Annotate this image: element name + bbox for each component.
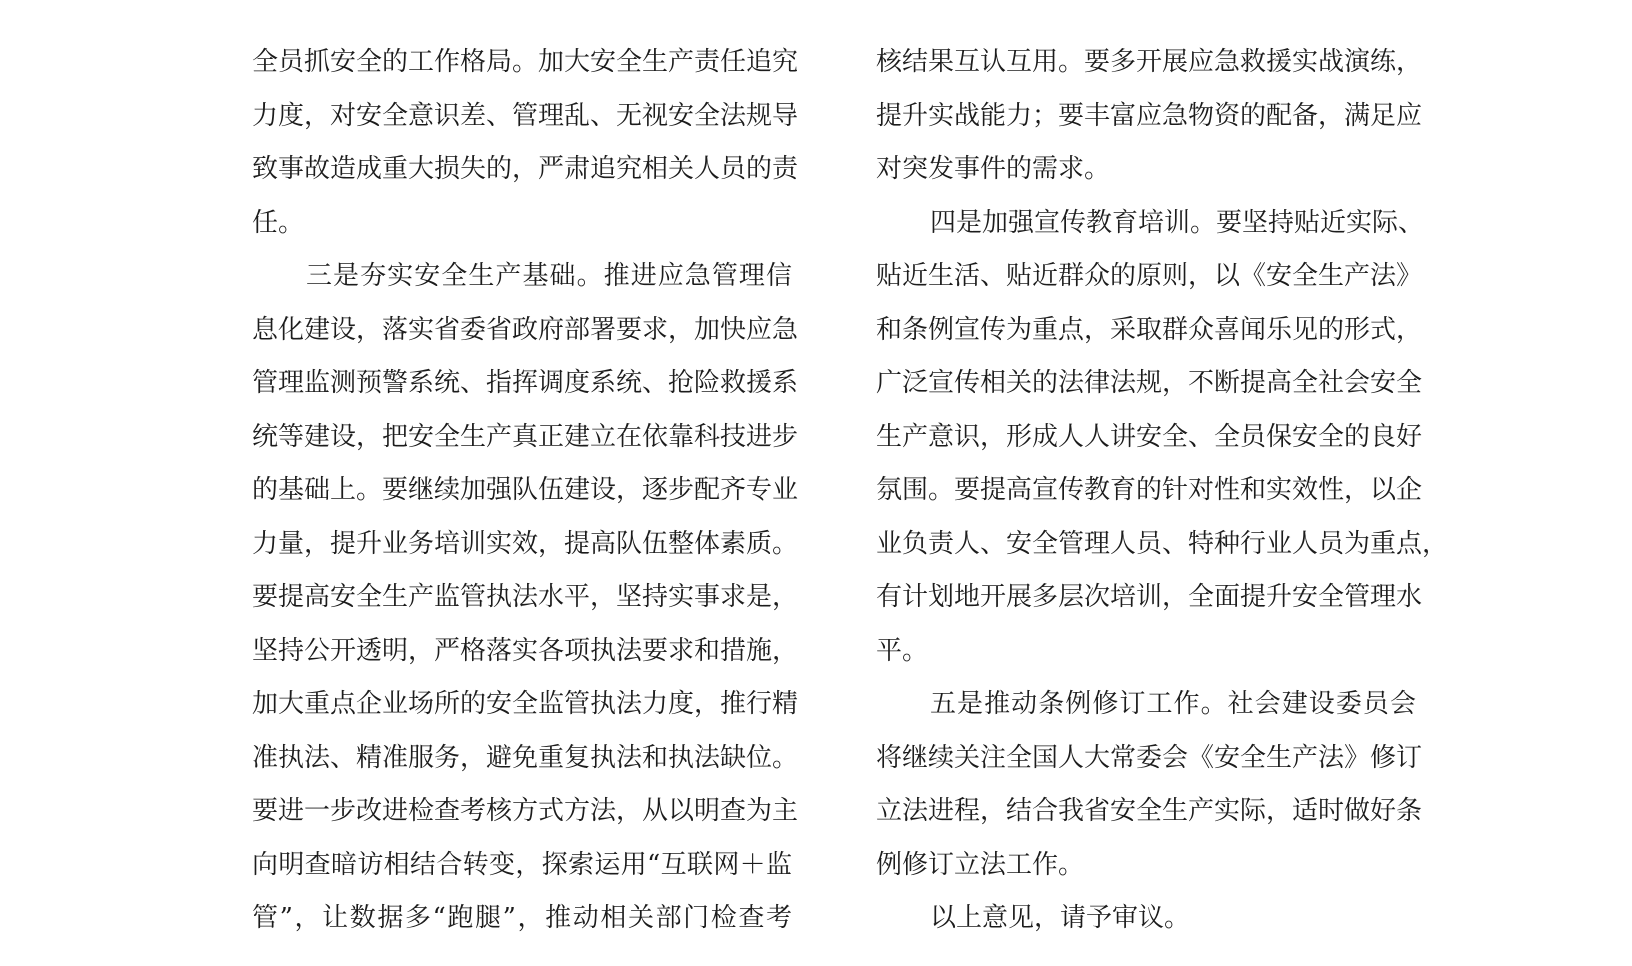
text-line: 加大重点企业场所的安全监管执法力度，推行精 [252, 689, 799, 719]
text-line: 准执法、精准服务，避免重复执法和执法缺位。 [252, 742, 799, 773]
text-line: 的基础上。要继续加强队伍建设，逐步配齐专业 [252, 475, 799, 505]
text-line: 贴近生活、贴近群众的原则，以《安全生产法》 [876, 261, 1423, 291]
text-line: 要提高安全生产监管执法水平，坚持实事求是， [252, 582, 799, 612]
text-line: 提升实战能力；要丰富应急物资的配备，满足应 [876, 100, 1423, 131]
text-line: 业负责人、安全管理人员、特种行业人员为重点， [876, 528, 1449, 559]
text-line: 致事故造成重大损失的，严肃追究相关人员的责 [252, 154, 799, 184]
text-line: 力量，提升业务培训实效，提高队伍整体素质。 [252, 528, 799, 559]
paragraph-heading-line: 三是夯实安全生产基础。推进应急管理信 [306, 261, 792, 291]
text-line: 统等建设，把安全生产真正建立在依靠科技进步 [252, 421, 799, 452]
text-line: 息化建设，落实省委省政府部署要求，加快应急 [252, 314, 799, 345]
text-line: 核结果互认互用。要多开展应急救援实战演练， [876, 47, 1423, 77]
text-line: 有计划地开展多层次培训，全面提升安全管理水 [876, 582, 1423, 612]
text-line: 全员抓安全的工作格局。加大安全生产责任追究 [252, 47, 799, 77]
paragraph-heading-line: 五是推动条例修订工作。社会建设委员会 [930, 689, 1416, 719]
text-line: 和条例宣传为重点，采取群众喜闻乐见的形式， [876, 314, 1423, 345]
paragraph-end-line: 例修订立法工作。 [876, 849, 1085, 880]
text-line: 管”，让数据多“跑腿”，推动相关部门检查考 [252, 903, 792, 933]
text-line: 生产意识，形成人人讲安全、全员保安全的良好 [876, 421, 1423, 452]
text-line: 坚持公开透明，严格落实各项执法要求和措施， [252, 635, 799, 666]
text-line: 向明查暗访相结合转变，探索运用“互联网＋监 [252, 849, 792, 880]
left-text-column [252, 36, 799, 946]
paragraph-heading-line: 四是加强宣传教育培训。要坚持贴近实际、 [930, 207, 1425, 238]
text-line: 立法进程，结合我省安全生产实际，适时做好条 [876, 796, 1423, 826]
paragraph-end-line: 任。 [252, 207, 305, 238]
paragraph-end-line: 对突发事件的需求。 [876, 154, 1111, 184]
right-text-column [876, 36, 1449, 946]
text-line: 将继续关注全国人大常委会《安全生产法》修订 [876, 742, 1423, 773]
text-line: 力度，对安全意识差、管理乱、无视安全法规导 [252, 100, 799, 131]
text-line: 管理监测预警系统、指挥调度系统、抢险救援系 [252, 368, 799, 398]
closing-line: 以上意见，请予审议。 [930, 903, 1191, 933]
paragraph-end-line: 平。 [876, 635, 929, 666]
text-line: 氛围。要提高宣传教育的针对性和实效性，以企 [876, 475, 1423, 505]
text-line: 广泛宣传相关的法律法规，不断提高全社会安全 [876, 368, 1423, 398]
text-line: 要进一步改进检查考核方式方法，从以明查为主 [252, 796, 799, 826]
